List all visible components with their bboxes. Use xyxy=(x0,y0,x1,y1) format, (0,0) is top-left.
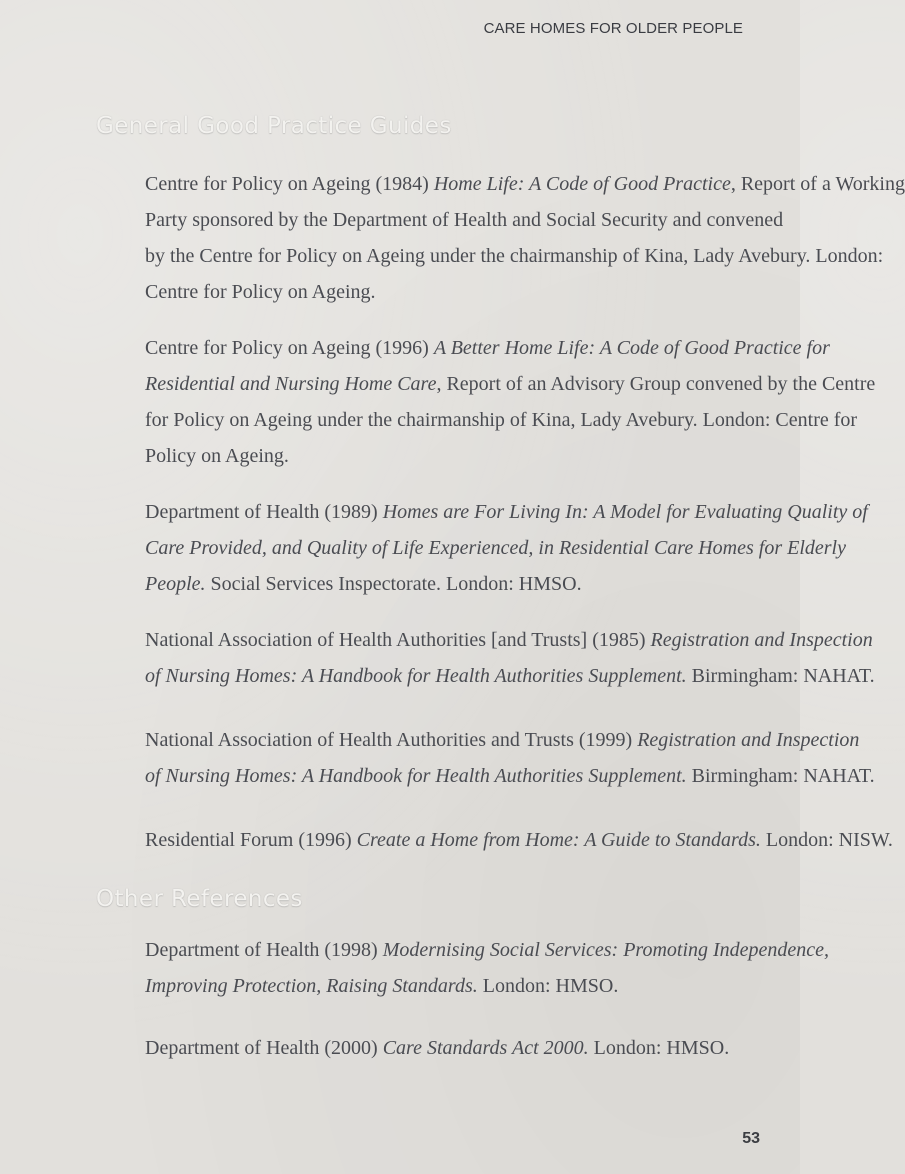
citation-text: Party sponsored by the Department of Health and Social Security and convened xyxy=(145,209,784,231)
citation-text: London: HMSO. xyxy=(477,975,619,997)
entry-line xyxy=(145,658,875,694)
entry-line xyxy=(145,366,876,402)
reference-entry xyxy=(145,622,875,694)
citation-text: Policy on Ageing. xyxy=(145,445,289,467)
reference-entry xyxy=(145,722,875,794)
entry-line xyxy=(145,202,784,238)
entry-line xyxy=(145,622,873,658)
entry-line xyxy=(145,438,765,474)
title-text: Residential and Nursing Home Care xyxy=(145,373,437,395)
title-text: A Better Home Life: A Code of Good Practice for xyxy=(433,337,830,359)
title-text: Care Standards Act 2000. xyxy=(382,1037,589,1059)
title-text: Improving Protection, Raising Standards. xyxy=(145,975,478,997)
citation-text: Centre for Policy on Ageing (1984) xyxy=(145,173,434,195)
entry-line xyxy=(145,932,830,968)
entry-line xyxy=(145,530,846,566)
entry-line xyxy=(145,722,860,758)
entry-line xyxy=(145,822,893,858)
citation-text: , Report of a Working xyxy=(730,173,905,195)
citation-text: National Association of Health Authorities and Trusts (1999) xyxy=(145,729,638,751)
citation-text: Birmingham: NAHAT. xyxy=(686,665,875,687)
entry-line xyxy=(145,166,905,202)
title-text: of Nursing Homes: A Handbook for Health Authorities Supplement. xyxy=(145,665,687,687)
entry-line xyxy=(145,566,765,602)
citation-text: Social Services Inspectorate. London: HMSO. xyxy=(205,573,582,595)
title-text: Modernising Social Services: Promoting Independence, xyxy=(382,939,830,961)
entry-line xyxy=(145,968,765,1004)
entry-line xyxy=(145,274,765,310)
title-text: Home Life: A Code of Good Practice xyxy=(433,173,731,195)
reference-entry xyxy=(145,822,893,858)
page-number: 53 xyxy=(742,1130,760,1147)
citation-text: London: NISW. xyxy=(760,829,893,851)
citation-text: Birmingham: NAHAT. xyxy=(686,765,875,787)
entry-line xyxy=(145,758,875,794)
reference-entry xyxy=(145,1030,765,1066)
running-head: CARE HOMES FOR OLDER PEOPLE xyxy=(483,20,743,37)
title-text: Registration and Inspection xyxy=(650,629,873,651)
entry-line xyxy=(145,402,858,438)
section-heading-general-guides: General Good Practice Guides xyxy=(96,113,452,139)
title-text: People. xyxy=(145,573,206,595)
entry-line xyxy=(145,1030,765,1066)
reference-entry xyxy=(145,166,905,310)
entry-line xyxy=(145,330,830,366)
reference-entry xyxy=(145,330,876,474)
citation-text: Residential Forum (1996) xyxy=(145,829,357,851)
citation-text: Centre for Policy on Ageing. xyxy=(145,281,376,303)
title-text: Homes are For Living In: A Model for Evaluating Quality of xyxy=(382,501,868,523)
reference-entry xyxy=(145,932,830,1004)
citation-text: by the Centre for Policy on Ageing under the chairmanship of Kina, Lady Avebury. London: xyxy=(145,245,884,267)
citation-text: London: HMSO. xyxy=(588,1037,730,1059)
citation-text: Department of Health (2000) xyxy=(145,1037,383,1059)
title-text: Care Provided, and Quality of Life Experienced, in Residential Care Homes for Elderly xyxy=(145,537,846,559)
reference-entry xyxy=(145,494,868,602)
citation-text: , Report of an Advisory Group convened by the Centre xyxy=(436,373,876,395)
title-text: of Nursing Homes: A Handbook for Health Authorities Supplement. xyxy=(145,765,687,787)
citation-text: National Association of Health Authorities [and Trusts] (1985) xyxy=(145,629,651,651)
entry-line xyxy=(145,494,868,530)
entry-line xyxy=(145,238,884,274)
title-text: Create a Home from Home: A Guide to Standards. xyxy=(356,829,761,851)
title-text: Registration and Inspection xyxy=(637,729,860,751)
citation-text: for Policy on Ageing under the chairmanship of Kina, Lady Avebury. London: Centre for xyxy=(145,409,858,431)
section-heading-other-references: Other References xyxy=(96,886,303,912)
citation-text: Department of Health (1989) xyxy=(145,501,383,523)
citation-text: Department of Health (1998) xyxy=(145,939,383,961)
citation-text: Centre for Policy on Ageing (1996) xyxy=(145,337,434,359)
